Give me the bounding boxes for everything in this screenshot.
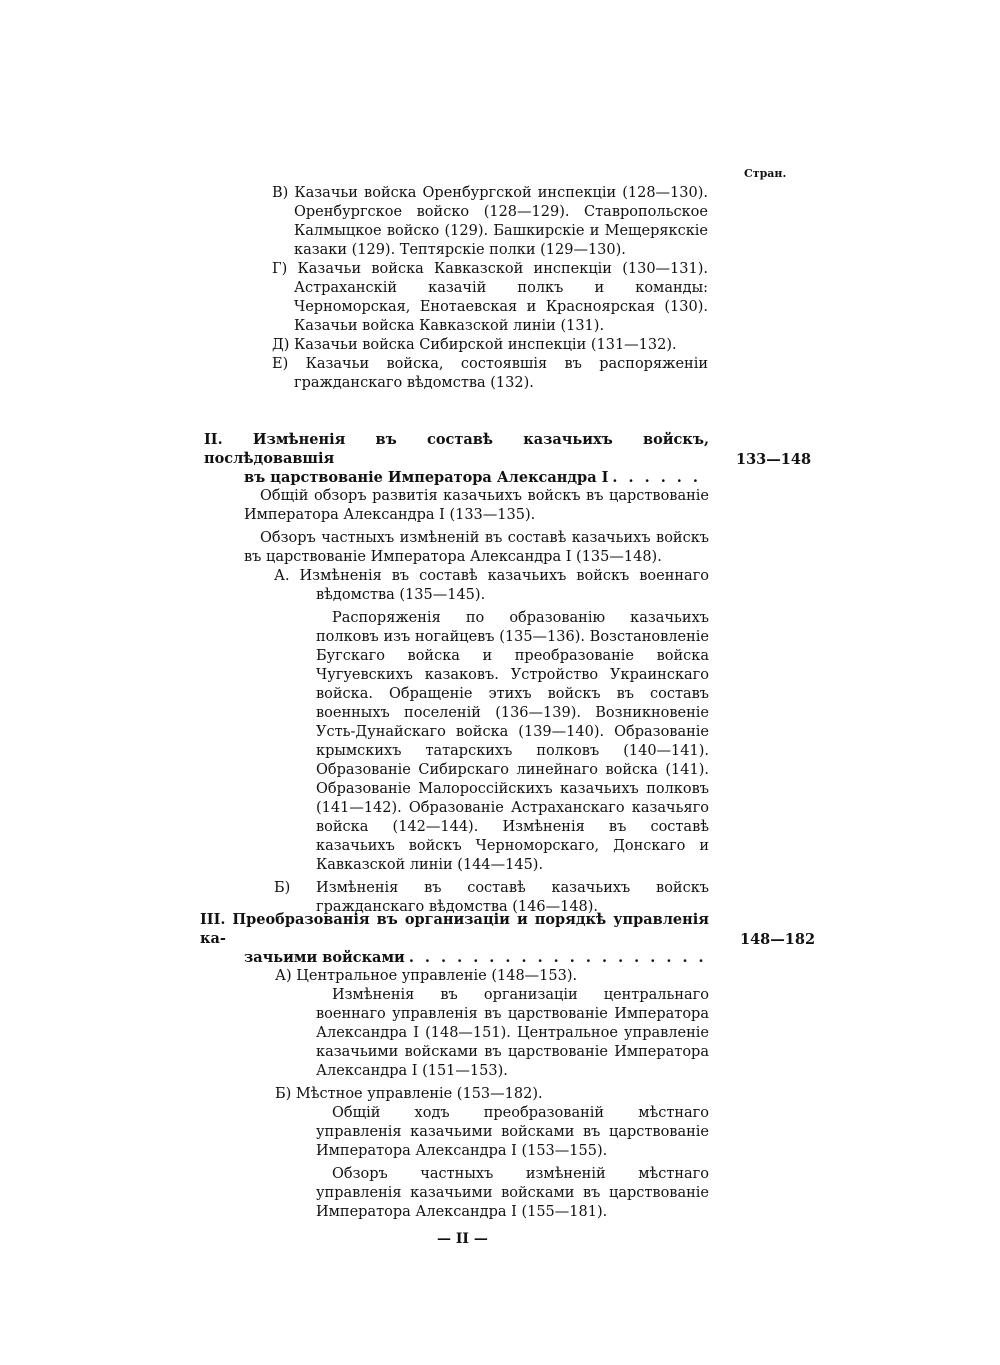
- section-2-title-line1: II. Измѣненія въ составѣ казачьихъ войскъ, послѣдовавшія: [204, 431, 709, 467]
- entry-a-military: А. Измѣненія въ составѣ казачьихъ войскъ военнаго вѣдомства (135—145).: [274, 568, 709, 603]
- entry-b-civil: Б) Измѣненія въ составѣ казачьихъ войскъ гражданскаго вѣдомства (146—148).: [274, 880, 709, 915]
- page-column-header: Стран.: [744, 167, 787, 180]
- section-3-title-text: зачьими войсками: [244, 949, 405, 966]
- section-2-overview: Общій обзоръ развитія казачьихъ войскъ въ царствованіе Императора Александра I (133—135).: [244, 488, 709, 523]
- entry-d: Д) Казачьи войска Сибирской инспекціи (131—132).: [272, 337, 677, 353]
- leader-dots: [409, 948, 709, 967]
- section-2-pages: 133—148: [736, 451, 812, 468]
- entry-b-local-text1: Общій ходъ преобразованій мѣстнаго управленія казачьими войсками въ царствованіе Императора Александра I (153—155).: [316, 1105, 709, 1159]
- section-3-title-line1: III. Преобразованія въ организаціи и порядкѣ управленія ка-: [200, 911, 709, 947]
- entry-g: Г) Казачьи войска Кавказской инспекціи (130—131). Астраханскій казачій полкъ и команды: Черноморская, Енотаевская и Красноярская (130). Казачьи войска Кавказской линіи (131).: [272, 261, 708, 334]
- entry-b-local: Б) Мѣстное управленіе (153—182).: [275, 1086, 543, 1102]
- section-2-detail: Обзоръ частныхъ измѣненій въ составѣ казачьихъ войскъ въ царствованіе Императора Александра I (135—148).: [244, 530, 709, 565]
- entry-a-central-text: Измѣненія въ организаціи центральнаго военнаго управленія въ царствованіе Императора Александра I (148—151). Центральное управленіе казачьими войсками въ царствованіе Императора Александра I (151—153).: [316, 987, 709, 1079]
- section-3: [200, 910, 709, 1222]
- section-2: [204, 430, 709, 917]
- entry-v: В) Казачьи войска Оренбургской инспекціи (128—130). Оренбургское войско (128—129). Ставропольское Калмыцкое войско (129). Башкирскіе и Мещерякскіе казаки (129). Тептярскіе полки (129—130).: [272, 185, 708, 258]
- entry-e: Е) Казачьи войска, состоявшія въ распоряженіи гражданскаго вѣдомства (132).: [272, 356, 708, 391]
- section-3-title-line2: [200, 948, 709, 967]
- section-1-continuation: [272, 184, 708, 393]
- section-2-title-text: въ царствованіе Императора Александра I: [244, 469, 609, 486]
- section-3-pages: 148—182: [740, 931, 816, 948]
- page-folio: — II —: [437, 1231, 488, 1247]
- entry-b-local-text2: Обзоръ частныхъ измѣненій мѣстнаго управленія казачьими войсками въ царствованіе Императора Александра I (155—181).: [316, 1166, 709, 1220]
- entry-a-central: А) Центральное управленіе (148—153).: [275, 968, 578, 984]
- entry-a-text: Распоряженія по образованію казачьихъ полковъ изъ ногайцевъ (135—136). Возстановленіе Бугскаго войска и преобразованіе войска Чугуевскихъ казаковъ. Устройство Украинскаго войска. Обращеніе этихъ войскъ въ составъ военныхъ поселеній (136—139). Возникновеніе Усть-Дунайскаго войска (139—140). Образованіе крымскихъ татарскихъ полковъ (140—141). Образованіе Сибирскаго линейнаго войска (141). Образованіе Малороссійскихъ казачьихъ полковъ (141—142). Образованіе Астраханскаго казачьяго войска (142—144). Измѣненія въ составѣ казачьихъ войскъ Черноморскаго, Донскаго и Кавказской линіи (144—145).: [316, 610, 709, 873]
- section-2-title-line2: [204, 468, 709, 487]
- leader-dots: [612, 468, 709, 487]
